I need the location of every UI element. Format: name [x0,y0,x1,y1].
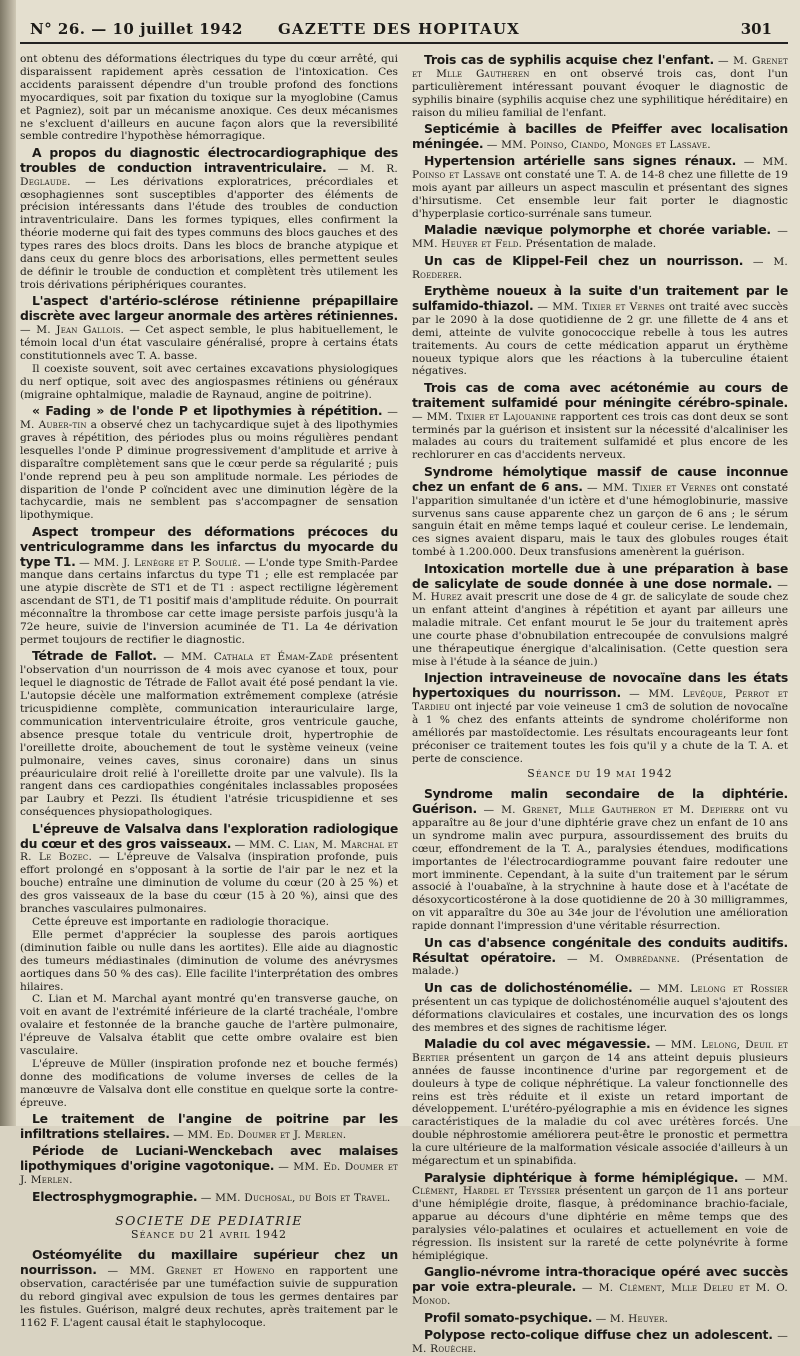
article-text: Présentation de malade. [525,238,657,251]
article-text: présentent un garçon de 14 ans atteint depuis plusieurs années de fausse incontinence d'urine par regorgement et de douleurs à type de colique néphrétique. La valeur fonctionnelle des reins est très réduite et il existe un retard important de développement. L'urétéro-pyélographie a mis en évidence les signes caractéristiques de la maladie du col avec urétères forcés. Une double néphrostomie améliorera peut-être le pronostic et permettra la cure ultérieure de la malformation vésicale associée d'ailleurs à un mégarectum et un spinabifida. [412,1051,788,1168]
article-paragraph: Elle permet d'apprécier la souplesse des parois aortiques (diminution faible ou nulle dans les aortites). Elle aide au diagnostic des tumeurs médiastinales (diminution de volume des anévrysmes aortiques dans 50 % des cas). Elle facilite l'interprétation des ombres hilaires. [20,928,398,993]
article-paragraph [412,284,788,378]
article-entry [412,981,788,1035]
article-paragraph [20,1144,398,1187]
article-paragraph [412,1311,788,1326]
article-authors: — M. Auber-tin [20,406,398,431]
article-authors: — MM. Lelong et Rossier [639,982,789,995]
article-authors: — MM. Ed. Doumer et J. Merlen. [20,1161,399,1187]
article-paragraph [20,404,398,522]
article-entry [412,154,788,221]
article-entry [20,649,398,819]
article-title: Période de Luciani-Wenckebach avec malaises lipothymiques d'origine vagotonique. [20,1143,398,1174]
article-title: A propos du diagnostic électrocardiographique des troubles de conduction intraventriculaire. [20,144,398,175]
article-title: Erythème noueux à la suite d'un traitement par le sulfamido-thiazol. [412,283,788,313]
article-paragraph: Il coexiste souvent, soit avec certaines excavations physiologiques du nerf optique, soit avec des angiospasmes rétiniens ou généraux (migraine ophtalmique, maladie de Raynaud, angine de poitrine). [20,362,398,401]
article-entry [412,122,788,152]
article-title: L'épreuve de Valsalva dans l'exploration radiologique du cœur et des gros vaisseaux. [20,820,398,851]
article-title: Electrosphygmographie. [32,1188,198,1204]
article-paragraph [412,1171,788,1263]
article-authors: — MM. Tixier et Vernes [587,481,717,494]
article-authors: — MM. Duchosal, du Bois et Travel. [200,1191,391,1204]
article-paragraph [412,1265,788,1308]
article-title: Syndrome malin secondaire de la diphtérie. Guérison. [412,786,788,817]
article-authors: — MM. C. Lian, M. Marchal et R. Le Bozec. [20,838,398,864]
article-authors: — M. Grenet, Mlle Gautheron et M. Depierre [483,804,745,817]
article-text: présentent l'observation d'un nourrisson de 4 mois avec cyanose et toux, pour lequel le diagnostic de Tétrade de Fallot avait été posé pendant la vie. L'autopsie décèle une malformation extrêmement complexe (atrésie tricuspidienne complète, communication interauriculaire large, communication interventriculaire étroite, gros ventricule gauche, absence presque totale du ventricule droit, hypertrophie de l'oreillette droite, abouchement de tout le système veineux (veine pulmonaire, veines caves, sinus coronaire) dans un sinus préauriculaire droit relié à l'oreillette droite par une valvule). Ils la rangent dans ces cardiopathies congénitales inclassables proposées par Laubry et Pezzi. Ils étudient l'atrésie tricuspidienne et ses conséquences physiopathologiques. [20,651,399,819]
article-entry [412,671,788,765]
article-entry [412,1328,788,1356]
page-number: 301 [740,20,772,38]
article-authors: — MM. Clément, Hardel et Teyssier [412,1172,788,1198]
article-title: Maladie nævique polymorphe et chorée variable. [424,222,771,238]
article-authors: — MM. Tixier et Lajouanine [412,410,557,423]
article-title: Intoxication mortelle due à une préparation à base de salicylate de soude donnée à une dose normale. [412,560,788,591]
article-entry [412,1037,788,1168]
page-header [0,0,800,46]
article-title: Polypose recto-colique diffuse chez un adolescent. [424,1326,773,1342]
article-paragraph [412,465,788,559]
article-text: — Les dérivations exploratrices, précordiales et œsophagiennes sont susceptibles d'apporter des éléments de précision intéressants dans l'étude des troubles de conduction intraventriculaire. Dans les formes typiques, elles confirment la théorie moderne qui fait des types communs des blocs gauches et des types rares des blocs droits. Dans les blocs de branche atypique et dans ceux du genre blocs des arborisations, elles permettent seules de définir le trouble de conduction et complètent très utilement les trois dérivations périphériques courantes. [20,175,398,291]
article-authors: — MM. Poinso et Lassave [412,156,788,182]
article-paragraph: L'épreuve de Müller (inspiration profonde nez et bouche fermés) donne des modifications de volume inverses de celles de la manœuvre de Valsalva dont elle constitue en quelque sorte la contre-épreuve. [20,1057,398,1109]
article-title: L'aspect d'artério-sclérose rétinienne prépapillaire discrète avec largeur anormale des artères rétiniennes. [20,293,398,324]
session-date: Séance du 19 mai 1942 [527,767,673,781]
article-entry [20,146,398,292]
article-paragraph [412,122,788,152]
article-authors: — M. Hurez [412,578,788,604]
article-title: Ostéomyélite du maxillaire supérieur chez un nourrisson. [20,1247,398,1278]
article-entry [412,53,788,120]
article-entry [412,1265,788,1308]
article-text: — L'épreuve de Valsalva (inspiration profonde, puis effort prolongé en s'opposant à la sortie de l'air par le nez et la bouche) entraîne une diminution de volume du cœur (20 à 25 %) et des gros vaisseaux de la base du cœur (15 à 20 %), ainsi que des branches vasculaires pulmonaires. [20,851,398,916]
article-authors: — MM. Grenet et Howeno [107,1265,275,1278]
scan-edge [0,0,16,1126]
article-text: — L'onde type Smith-Pardee manque dans certains infarctus du type T1 ; elle est remplacée par une atypie discrète de ST1 et de T1 : aspect rectiligne légèrement ascendant de ST1, de T1 positif mais d'amplitude réduite. On pourrait méconnaître la thrombose car cette image persiste parfois jusqu'à la 72e heure, suivie de l'inversion acuminée de T1. La 4e dérivation permet toujours de rectifier le diagnostic. [20,556,398,646]
article-paragraph [412,562,788,669]
article-paragraph [20,1190,398,1205]
article-authors: — MM. Cathala et Émam-Zadé [163,651,334,664]
article-entry [20,1144,398,1187]
article-text: avait prescrit une dose de 4 gr. de salicylate de soude chez un enfant atteint d'angines à répétition et ayant par ailleurs une maladie mitrale. Cet enfant mourut le 5e jour du traitement après une courte phase d'obnubilation entrecoupée de convulsions malgré une thérapeutique énergique d'alcalinisation. (Cette question sera mise à l'étude à la séance de juin.) [412,591,788,668]
article-paragraph: Cette épreuve est importante en radiologie thoracique. [32,916,329,928]
article-authors: — MM. Ed. Doumer et J. Merlen. [173,1129,347,1141]
article-paragraph [20,525,398,647]
article-authors: — M. Roederer. [412,255,788,281]
article-authors: — MM. Heuyer et Feld. [412,225,788,251]
article-entry [20,525,398,647]
issue-number: N° 26. — 10 juillet 1942 [30,20,243,38]
article-paragraph [412,671,788,765]
article-title: Trois cas de syphilis acquise chez l'enfant. [424,52,714,67]
article-entry [412,223,788,251]
article-text: présentent un cas typique de dolichosténomélie auquel s'ajoutent des déformations claviculaires et costales, une incurvation des os longs des membres et des signes de rachitisme léger. [412,995,788,1034]
article-text: ont vu apparaître au 8e jour d'une diphtérie grave chez un enfant de 10 ans un syndrome malin avec purpura, assourdissement des bruits du cœur, effondrement de la T. A., paralysies étendues, modifications importantes de l'électrocardiogramme pouvant faire redouter une mort imminente. Cependant, à la suite d'un traitement par le sérum associé à l'ouabaïne, à la strychnine à haute dose et à l'acétate de désoxycorticostérone à la dose quotidienne de 20 à 30 milligrammes, on vit apparaître du 30e au 34e jour de l'évolution une amélioration rapide donnant l'impression d'une véritable résurrection. [412,804,789,933]
article-authors: — M. Heuyer. [595,1312,669,1325]
article-title: Tétrade de Fallot. [32,648,157,664]
article-entry [412,381,788,462]
header-rule [20,42,788,44]
article-entry [20,822,398,1110]
article-text: présentent un garçon de 11 ans porteur d'une hémiplégie droite, flasque, à prédominance brachio-faciale, apparue au décours d'une diphtérie en même temps que des paralysies vélo-palatines et oculaires et actuellement en voie de régression. Ils insistent sur la rareté de cette polynévrite à forme hémiplégique. [412,1185,789,1262]
article-authors: — M. Clément, Mlle Deleu et M. O. Monod. [412,1282,788,1308]
article-paragraph [20,146,398,292]
article-paragraph [412,787,788,933]
journal-title: GAZETTE DES HOPITAUX [278,20,521,38]
session-date: Séance du 21 avril 1942 [131,1228,287,1242]
article-entry [412,284,788,378]
article-title: Profil somato-psychique. [424,1309,593,1325]
article-title: Hypertension artérielle sans signes rénaux. [424,153,737,169]
article-authors: — MM. Levêque, Perrot et Tardieu [412,688,788,714]
article-paragraph: C. Lian et M. Marchal ayant montré qu'en transverse gauche, on voit en avant de l'extrémité inférieure de la clarté trachéale, l'ombre ovalaire et festonnée de la branche gauche de l'artère pulmonaire, l'épreuve de Valsalva établit que cette ombre ovalaire est bien vasculaire. [20,993,398,1058]
article-title: Septicémie à bacilles de Pfeiffer avec localisation méningée. [412,121,788,151]
article-text: ont constaté l'apparition simultanée d'un ictère et d'une hémoglobinurie, massive survenus sans cause apparente chez un garçon de 6 ans ; le sérum sanguin était en même temps laqué et couleur cerise. Le lendemain, ces signes avaient disparu, mais le taux des globules rouges était tombé à 1.200.000. Deux transfusions amenèrent la guérison. [412,481,789,559]
article-text: (Présentation de malade.) [412,952,788,978]
article-entry [20,404,398,522]
article-entry [412,1171,788,1263]
article-text: ont constaté une T. A. de 14-8 chez une fillette de 19 mois ayant par ailleurs un aspect masculin et présentant des signes d'hirsutisme. Cet ensemble leur fait porter le diagnostic d'hyperplasie cortico-surrénale sans tumeur. [412,169,789,220]
article-title: Un cas de Klippel-Feil chez un nourrisson. [424,252,744,268]
article-paragraph [412,223,788,251]
article-text: ont traité avec succès par le 2090 à la dose quotidienne de 2 gr. une fillette de 4 ans et demi, atteinte de vulvite gonococcique rebelle à tous les autres traitements. Au cours de cette médication apparut un érythème noueux typique alors que les réactions à la tuberculine étaient négatives. [412,300,789,378]
article-text: — Cet aspect semble, le plus habituellement, le témoin local d'un état vasculaire généralisé, propre à certains états constitutionnels avec T. A. basse. [20,324,398,362]
article-paragraph [20,1248,398,1329]
article-entry [412,936,788,979]
article-title: Un cas d'absence congénitale des conduits auditifs. Résultat opératoire. [412,934,788,965]
article-title: Injection intraveineuse de novocaïne dans les états hypertoxiques du nourrisson. [412,670,788,701]
article-text: en rapportent une observation, caractérisée par une tuméfaction suivie de suppuration du rebord gingival avec expulsion de tous les germes dentaires par les fistules. Guérison, malgré deux rechutes, après traitement par le 1162 F. L'agent causal était le staphylocoque. [20,1265,399,1329]
article-paragraph [412,154,788,221]
article-entry [412,562,788,669]
article-authors: — MM. Tixier et Vernes [537,300,665,313]
article-title: Le traitement de l'angine de poitrine par les infiltrations stellaires. [20,1111,398,1141]
article-paragraph [412,381,788,462]
article-authors: — MM. Lelong, Deuil et Bertier [412,1038,788,1064]
article-title: Syndrome hémolytique massif de cause inconnue chez un enfant de 6 ans. [412,463,788,494]
article-title: Paralysie diphtérique à forme hémiplégique. [424,1169,739,1185]
article-paragraph [412,981,788,1035]
article-text: ont obtenu des déformations électriques du type du cœur arrêté, qui disparaissent rapidement après cessation de l'intoxication. Ces accidents paraissent dépendre d'un trouble profond des fonctions myocardiques, soit par fixation du toxique sur la myoglobine (Camus et Pagniez), soit par un mécanisme anoxique. Ces deux mécanismes ne s'excluent d'ailleurs en aucune façon alors que la reversibilité semble contredire l'hypothèse hémorragique. [20,53,398,143]
article-authors: — M. Rouèche. [412,1329,789,1355]
article-text: ont injecté par voie veineuse 1 cm3 de solution de novocaïne à 1 % chez des enfants atteints de syndrome cholériforme non améliorés par mastoïdectomie. Les résultats encourageants leur font préconiser ce traitement toutes les fois qu'il y a chute de la T. A. et perte de conscience. [412,701,788,765]
article-entry [20,53,398,143]
article-text: a observé chez un tachycardique sujet à des lipothymies graves à répétition, des périodes plus ou moins régulières pendant lesquelles l'onde P diminue progressivement d'amplitude et arrive à disparaître complètement sans que le cœur perde sa régularité ; puis l'onde reprend peu à peu son amplitude normale. Les périodes de disparition de l'onde P coïncident avec une diminution légère de la tachycardie, mais ne semblent pas s'accompagner de sensation lipothymique. [20,418,398,522]
article-title: Maladie du col avec mégavessie. [424,1035,651,1051]
article-title: « Fading » de l'onde P et lipothymies à répétition. [32,403,383,419]
article-paragraph [20,1112,398,1142]
article-text: rapportent ces trois cas dont deux se sont terminés par la guérison et insistent sur la nécessité d'alcaliniser les malades au cours du traitement sulfamidé et plus encore de les rechlorurer en cas d'accidents nerveux. [412,410,788,462]
article-title: Ganglio-névrome intra-thoracique opéré avec succès par voie extra-pleurale. [412,1264,788,1295]
article-entry [20,1112,398,1142]
article-paragraph [412,1328,788,1356]
article-entry [412,1311,788,1326]
right-column [412,52,789,1355]
article-paragraph [20,294,398,363]
article-entry [20,294,398,401]
article-authors: — MM. Poinso, Ciando, Monges et Lassave. [486,138,711,151]
article-title: Trois cas de coma avec acétonémie au cours de traitement sulfamidé pour méningite cérébro-spinale. [412,379,788,410]
article-authors: — M. Ombrédanne. [567,952,681,965]
article-text: en ont observé trois cas, dont l'un particulièrement intéressant pouvant évoquer le diagnostic de syphilis binaire (syphilis acquise chez une syphilitique héréditaire) en raison du milieu familial de l'enfant. [412,67,789,119]
article-title: Un cas de dolichosténomélie. [424,979,633,995]
article-paragraph [20,649,398,819]
article-paragraph [412,1037,788,1168]
section-title: SOCIETE DE PEDIATRIE [115,1212,303,1228]
left-column [20,53,399,1329]
article-entry [20,1190,398,1205]
article-paragraph [20,53,398,143]
article-authors: — M. Jean Gallois. [20,324,125,337]
article-paragraph [412,936,788,979]
article-paragraph [412,254,788,282]
article-paragraph [20,822,398,916]
article-entry [20,1248,398,1329]
article-authors: — M. Grenet et Mlle Gautheren [412,55,788,80]
article-entry [412,787,788,933]
article-entry [412,465,788,559]
article-entry [412,254,788,282]
article-title: Aspect trompeur des déformations précoces du ventriculogramme dans les infarctus du myocarde du type T1. [20,523,398,569]
article-authors: — M. R. Deglaude. [20,162,398,188]
article-paragraph [412,53,788,120]
article-authors: — MM. J. Lenègre et P. Soulié. [79,556,242,569]
